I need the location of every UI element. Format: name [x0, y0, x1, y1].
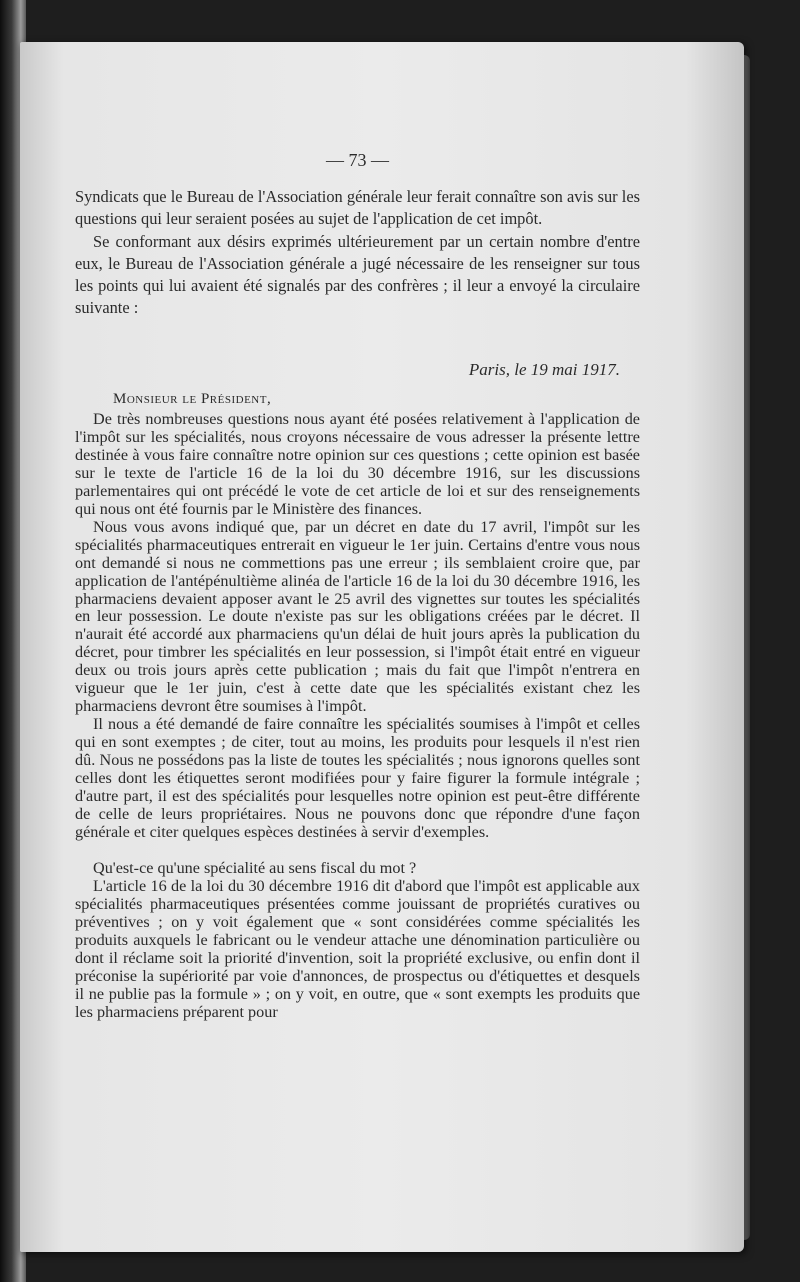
letter-paragraph: Il nous a été demandé de faire connaître les spécialités soumises à l'impôt et celles qui en sont exemptes ; de citer, tout au moins, les produits pour lesquels il n'est rien dû. Nous ne possédons pas la liste de toutes les spécialités ; nous ignorons quelles sont celles dont les étiquettes seront modifiées pour y faire figurer la formule intégrale ; d'autre part, il est des spécialités pour lesquelles notre opinion est peut-être différente de celle de leurs propriétaires. Nous ne pouvons donc que répondre d'une façon générale et citer quelques espèces destinées à servir d'exemples.	[75, 715, 640, 841]
letter-paragraph: De très nombreuses questions nous ayant été posées relativement à l'application de l'impôt sur les spécialités, nous croyons nécessaire de vous adresser la présente lettre destinée à vous faire connaître notre opinion sur ces questions ; cette opinion est basée sur le texte de l'article 16 de la loi du 30 décembre 1916, sur les discussions parlementaires qui ont précédé le vote de cet article de loi et sur des renseignements qui nous ont été fournis par le Ministère des finances.	[75, 410, 640, 518]
letter-paragraph: Nous vous avons indiqué que, par un décret en date du 17 avril, l'impôt sur les spécialités pharmaceutiques entrerait en vigueur le 1er juin. Certains d'entre vous nous ont demandé si nous ne commettions pas une erreur ; ils semblaient croire que, par application de l'antépénultième alinéa de l'article 16 de la loi du 30 décembre 1916, les pharmaciens devaient apposer avant le 25 avril des vignettes sur toutes les spécialités en leur possession. Le doute n'existe pas sur les obligations créées par le décret. Il n'aurait été accordé aux pharmaciens qu'un délai de huit jours après la publication du décret, pour timbrer les spécialités en leur possession, si l'impôt était entré en vigueur deux ou trois jours après cette publication ; mais du fait que l'impôt n'entrera en vigueur que le 1er juin, c'est à cette date que les spécialités existant chez les pharmaciens devront être soumises à l'impôt.	[75, 517, 640, 716]
letter-paragraph: L'article 16 de la loi du 30 décembre 1916 dit d'abord que l'impôt est applicable aux spécialités pharmaceutiques présentées comme jouissant de propriétés curatives ou préventives ; on y voit également que « sont considérées comme spécialités les produits auxquels le fabricant ou le vendeur attache une dénomination particulière ou dont il réclame soit la priorité d'invention, soit la propriété exclusive, ou enfin dont il préconise la supériorité par voie d'annonces, de prospectus ou d'étiquettes et desquels il ne publie pas la formule » ; on y voit, en outre, que « sont exempts les produits que les pharmaciens préparent pour	[75, 876, 640, 1021]
page-number: — 73 —	[326, 150, 389, 170]
letter-salutation: Monsieur le Président,	[113, 391, 272, 407]
letter-date: Paris, le 19 mai 1917.	[468, 360, 620, 379]
section-question: Qu'est-ce qu'une spécialité au sens fiscal du mot ?	[93, 858, 417, 877]
intro-section	[75, 186, 640, 320]
letter-body	[75, 411, 640, 1021]
intro-paragraph: Se conformant aux désirs exprimés ultérieurement par un certain nombre d'entre eux, le Bureau de l'Association générale a jugé nécessaire de les renseigner sur tous les points qui lui avaient été signalés par des confrères ; il leur a envoyé la circulaire suivante :	[75, 231, 640, 318]
intro-paragraph: Syndicats que le Bureau de l'Association générale leur ferait connaître son avis sur les questions qui leur seraient posées au sujet de l'application de cet impôt.	[75, 187, 640, 229]
